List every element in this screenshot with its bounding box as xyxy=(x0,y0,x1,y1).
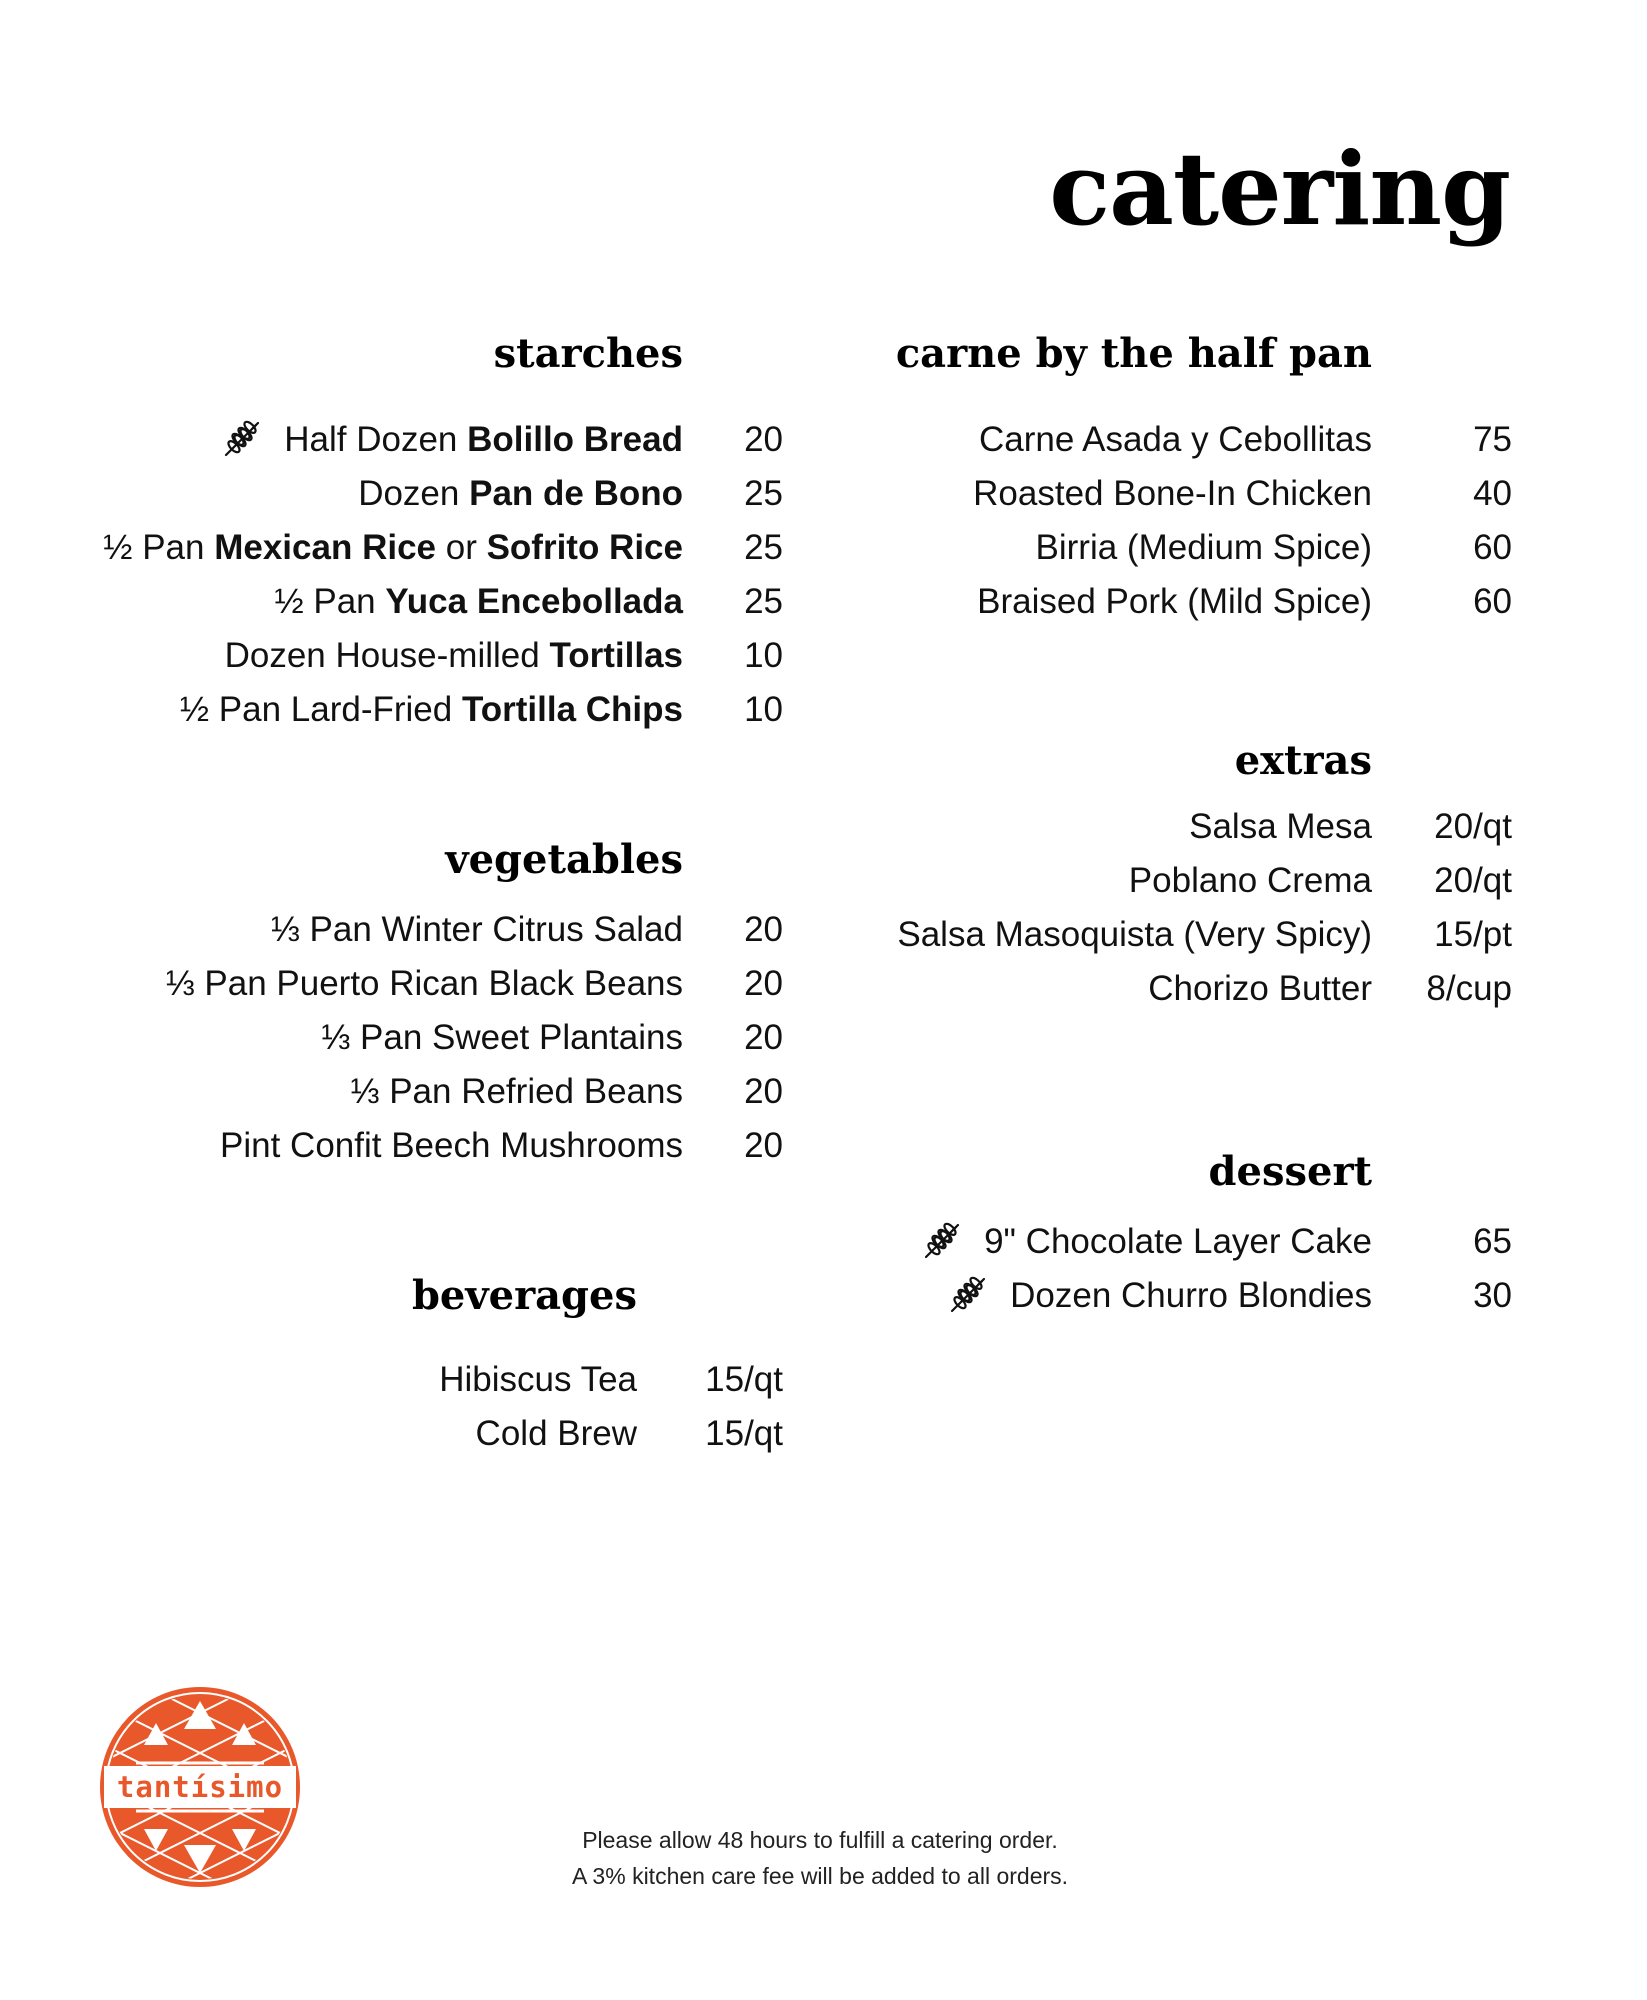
menu-item-name xyxy=(321,1011,683,1065)
menu-item-name xyxy=(180,683,683,737)
menu-item-name-bold: Mexican Rice xyxy=(214,528,436,567)
menu-item-name-text: Chorizo Butter xyxy=(1148,969,1372,1008)
menu-item-name xyxy=(897,908,1372,962)
menu-item-name xyxy=(350,1065,683,1119)
menu-item xyxy=(0,908,1647,962)
menu-item xyxy=(0,683,1647,737)
menu-item-name-text: Birria (Medium Spice) xyxy=(1035,528,1372,567)
menu-item-price: 20/qt xyxy=(1434,807,1512,846)
menu-item-price: 15/qt xyxy=(705,1414,783,1453)
menu-item-name-text: Roasted Bone-In Chicken xyxy=(973,474,1372,513)
menu-item-name-bold: Yuca Encebollada xyxy=(385,582,683,621)
menu-item-name-text: Carne Asada y Cebollitas xyxy=(979,420,1372,459)
menu-item-name xyxy=(225,629,683,683)
menu-item-name-text: Dozen House-milled xyxy=(224,636,550,675)
menu-item-name xyxy=(220,1119,683,1173)
menu-item-price: 20 xyxy=(744,964,783,1003)
menu-item-name-text: Dozen xyxy=(358,474,470,513)
menu-item-name-bold: Sofrito Rice xyxy=(486,528,683,567)
menu-item xyxy=(0,1065,1647,1119)
menu-item xyxy=(0,1215,1647,1269)
menu-item-name-text: Cold Brew xyxy=(475,1414,637,1453)
footer-line-2: A 3% kitchen care fee will be added to all orders. xyxy=(571,1863,1069,1889)
menu-item-name xyxy=(1129,854,1372,908)
menu-item xyxy=(0,575,1647,629)
menu-item-name xyxy=(1148,962,1372,1016)
menu-item-name-text: Braised Pork (Mild Spice) xyxy=(977,582,1372,621)
menu-item-name-text: Salsa Mesa xyxy=(1189,807,1372,846)
menu-item xyxy=(0,854,1647,908)
menu-item-price: 8/cup xyxy=(1426,969,1512,1008)
section-title-starches: starches xyxy=(493,330,683,377)
menu-item xyxy=(0,800,1647,854)
menu-item-name-text: Hibiscus Tea xyxy=(439,1360,637,1399)
menu-item-name xyxy=(1189,800,1372,854)
menu-item-name xyxy=(1036,521,1372,575)
menu-item xyxy=(0,962,1647,1016)
menu-item xyxy=(0,1011,1647,1065)
menu-item-name-bold: Pan de Bono xyxy=(469,474,683,513)
page-title: catering xyxy=(1049,130,1510,248)
menu-item xyxy=(0,1353,1647,1407)
menu-item xyxy=(0,629,1647,683)
menu-item-name xyxy=(973,467,1372,521)
menu-item-name-text: 9" Chocolate Layer Cake xyxy=(984,1222,1372,1261)
menu-item-name-text: ⅓ Pan Sweet Plantains xyxy=(321,1018,683,1057)
menu-item-name-text: ½ Pan xyxy=(274,582,386,621)
menu-item-name-text: ⅓ Pan Puerto Rican Black Beans xyxy=(165,964,683,1003)
section-title-extras: extras xyxy=(1234,737,1372,784)
menu-item-price: 25 xyxy=(744,528,783,567)
menu-item-name-text: Poblano Crema xyxy=(1128,861,1372,900)
menu-item-price: 25 xyxy=(744,582,783,621)
menu-item xyxy=(0,467,1647,521)
menu-item-name xyxy=(476,1407,637,1461)
menu-item xyxy=(0,1119,1647,1173)
tantisimo-logo xyxy=(96,1683,304,1891)
menu-item-price: 20/qt xyxy=(1434,861,1512,900)
menu-item-name-bold: Bolillo Bread xyxy=(467,420,683,459)
menu-item-name-text: Salsa Masoquista (Very Spicy) xyxy=(897,915,1372,954)
logo-wordmark: tantísimo xyxy=(116,1770,284,1804)
section-title-vegetables: vegetables xyxy=(445,836,683,883)
wheat-icon xyxy=(948,1275,988,1315)
menu-item-price: 20 xyxy=(744,1018,783,1057)
menu-item-name-text: ⅓ Pan Winter Citrus Salad xyxy=(270,910,683,949)
menu-item-name xyxy=(977,575,1372,629)
menu-item-price: 20 xyxy=(744,910,783,949)
menu-item-name-text: Dozen Churro Blondies xyxy=(1010,1276,1372,1315)
menu-item xyxy=(0,413,1647,467)
menu-item-name-text: Half Dozen xyxy=(284,420,468,459)
menu-item-name-text: ½ Pan xyxy=(103,528,215,567)
wheat-icon xyxy=(922,1221,962,1261)
menu-item-price: 65 xyxy=(1473,1222,1512,1261)
menu-item xyxy=(0,521,1647,575)
menu-item-price: 30 xyxy=(1473,1276,1512,1315)
section-title-dessert: dessert xyxy=(1208,1148,1372,1195)
menu-item-name xyxy=(439,1353,637,1407)
menu-item-price: 20 xyxy=(744,1126,783,1165)
menu-item-price: 10 xyxy=(744,636,783,675)
menu-item-name-text: Pint Confit Beech Mushrooms xyxy=(220,1126,683,1165)
menu-item-price: 60 xyxy=(1473,582,1512,621)
menu-item-price: 75 xyxy=(1473,420,1512,459)
section-title-beverages: beverages xyxy=(411,1272,637,1319)
menu-item-price: 25 xyxy=(744,474,783,513)
menu-item-name-text: ½ Pan Lard-Fried xyxy=(179,690,462,729)
menu-item-name xyxy=(948,1269,1372,1323)
menu-item-name-text: ⅓ Pan Refried Beans xyxy=(350,1072,683,1111)
menu-item-price: 20 xyxy=(744,1072,783,1111)
menu-item-price: 10 xyxy=(744,690,783,729)
menu-item-price: 40 xyxy=(1473,474,1512,513)
menu-item-price: 15/qt xyxy=(705,1360,783,1399)
menu-item-price: 15/pt xyxy=(1434,915,1512,954)
footer-notice xyxy=(500,1822,1140,1894)
menu-item-name xyxy=(922,1215,1372,1269)
menu-item-name xyxy=(979,413,1372,467)
menu-item xyxy=(0,1269,1647,1323)
menu-item-name-bold: Tortillas xyxy=(549,636,683,675)
menu-item xyxy=(0,1407,1647,1461)
menu-item-price: 20 xyxy=(744,420,783,459)
footer-line-1: Please allow 48 hours to fulfill a catering order. xyxy=(582,1827,1058,1853)
menu-item-name-text: or xyxy=(436,528,487,567)
menu-item-name-bold: Tortilla Chips xyxy=(461,690,683,729)
section-title-carne: carne by the half pan xyxy=(895,330,1372,377)
menu-item-price: 60 xyxy=(1473,528,1512,567)
